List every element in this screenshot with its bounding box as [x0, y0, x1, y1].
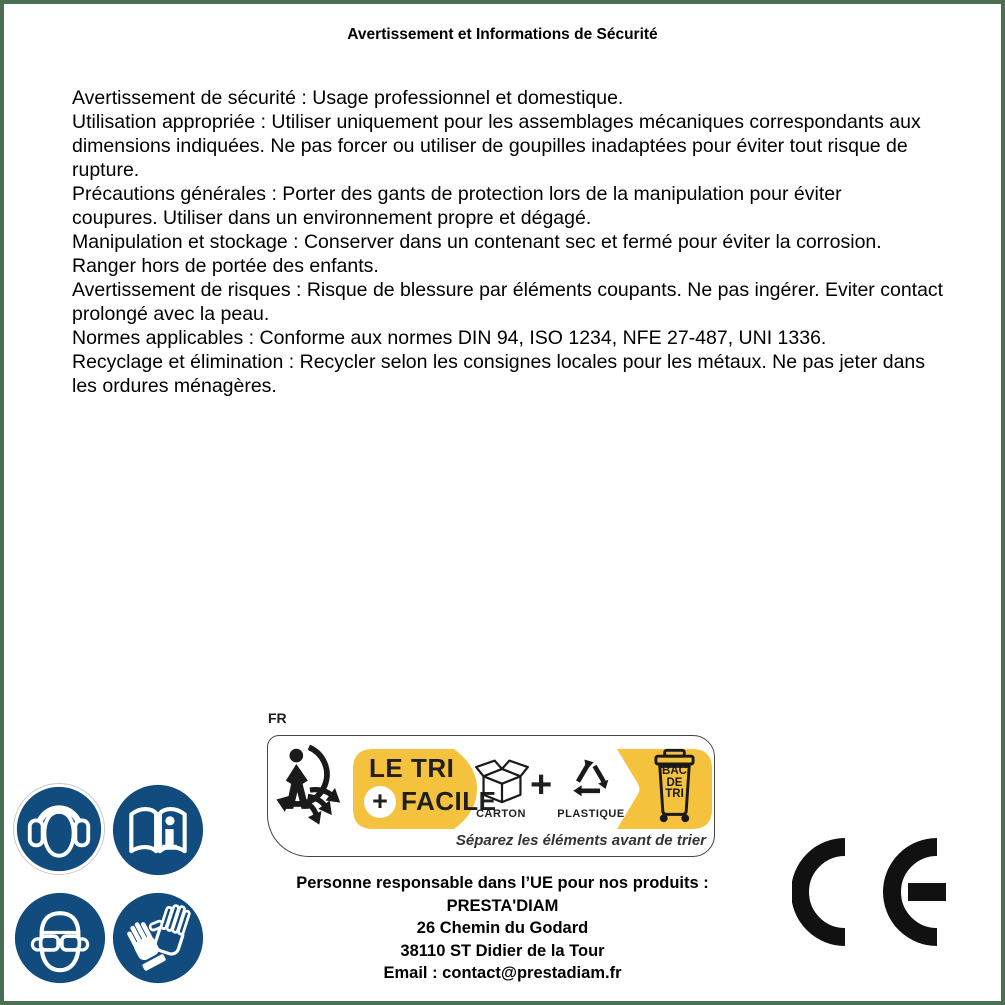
sorting-tagline: Séparez les éléments avant de trier	[455, 832, 706, 849]
body-line: Recyclage et élimination : Recycler selon les consignes locales pour les métaux. Ne pas jeter dans	[72, 351, 926, 373]
body-line: prolongé avec la peau.	[72, 303, 270, 325]
body-line: dimensions indiquées. Ne pas forcer ou utiliser de goupilles inadaptées pour éviter tout risque de	[72, 135, 908, 157]
carton-label: CARTON	[476, 808, 526, 820]
ear-protection-icon	[13, 783, 105, 875]
body-line: les ordures ménagères.	[72, 375, 277, 397]
body-line: Ranger hors de portée des enfants.	[72, 255, 379, 277]
body-line: coupures. Utiliser dans un environnement propre et dégagé.	[72, 207, 592, 229]
bin-label-line: BAC	[662, 765, 687, 777]
plastique-label: PLASTIQUE	[557, 808, 625, 820]
body-line: Manipulation et stockage : Conserver dans un contenant sec et fermé pour éviter la corrosion.	[72, 231, 882, 253]
plastique-recycling-icon	[566, 754, 612, 800]
facile-label: FACILE	[401, 786, 497, 816]
plus-circle-icon: +	[364, 786, 396, 818]
body-line: Avertissement de sécurité : Usage professionnel et domestique.	[72, 87, 624, 109]
body-line: Précautions générales : Porter des gants de protection lors de la manipulation pour éviter	[72, 183, 842, 205]
address-line-1: 26 Chemin du Godard	[416, 919, 589, 937]
ce-marking-icon	[792, 836, 950, 948]
body-line: rupture.	[72, 159, 140, 181]
safety-text-block	[72, 86, 943, 398]
recycling-banner	[267, 735, 715, 857]
bac-de-tri-label	[652, 766, 697, 801]
responsible-intro: Personne responsable dans l’UE pour nos produits :	[296, 874, 709, 892]
body-line: Normes applicables : Conforme aux normes DIN 94, ISO 1234, NFE 27-487, UNI 1336.	[72, 327, 827, 349]
plus-separator: +	[530, 764, 553, 806]
company-name: PRESTA'DIAM	[446, 896, 559, 915]
body-line: Utilisation appropriée : Utiliser uniquement pour les assemblages mécaniques correspondants aux	[72, 111, 921, 133]
bin-label-line: DE	[666, 776, 683, 789]
page-title: Avertissement et Informations de Sécurité	[347, 26, 658, 43]
carton-box-icon	[474, 756, 530, 804]
read-manual-icon	[112, 784, 204, 876]
le-tri-label: LE TRI	[369, 753, 455, 783]
email-line: Email : contact@prestadiam.fr	[383, 964, 622, 982]
bin-label-line: TRI	[665, 788, 684, 800]
fr-country-label: FR	[268, 710, 287, 726]
body-line: Avertissement de risques : Risque de blessure par éléments coupants. Ne pas ingérer. Eviter contact	[72, 279, 944, 301]
address-line-2: 38110 ST Didier de la Tour	[400, 941, 605, 960]
triman-icon	[274, 742, 350, 834]
